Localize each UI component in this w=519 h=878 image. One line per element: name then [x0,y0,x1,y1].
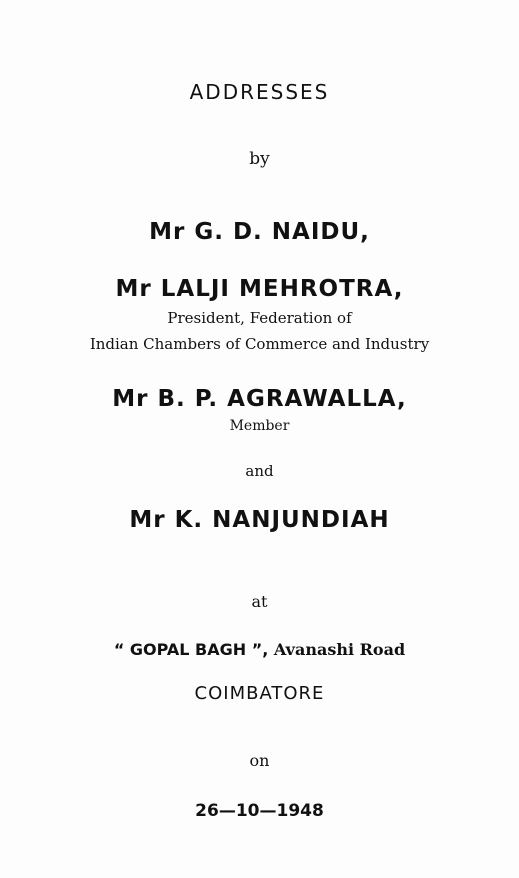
speaker-2-role-line-1: President, Federation of [167,309,352,327]
speaker-3-name: Mr B. P. AGRAWALLA, [112,386,407,412]
speaker-2-role-line-2: Indian Chambers of Commerce and Industry [89,335,430,353]
speaker-3-role: Member [229,418,290,434]
event-date: 26—10—1948 [195,801,324,821]
venue-name: “ GOPAL BAGH ”, [113,640,269,659]
city-name: COIMBATORE [194,683,325,704]
venue-line [0,642,519,658]
speaker-4-name: Mr K. NANJUNDIAH [129,507,390,533]
by-text: by [249,149,270,169]
venue-road: Avanashi Road [273,640,406,659]
speaker-2-name: Mr LALJI MEHROTRA, [115,276,404,302]
document-heading: ADDRESSES [189,80,330,104]
on-text: on [249,751,270,770]
and-text: and [245,462,274,480]
at-text: at [251,592,268,611]
speaker-1-name: Mr G. D. NAIDU, [149,219,370,245]
